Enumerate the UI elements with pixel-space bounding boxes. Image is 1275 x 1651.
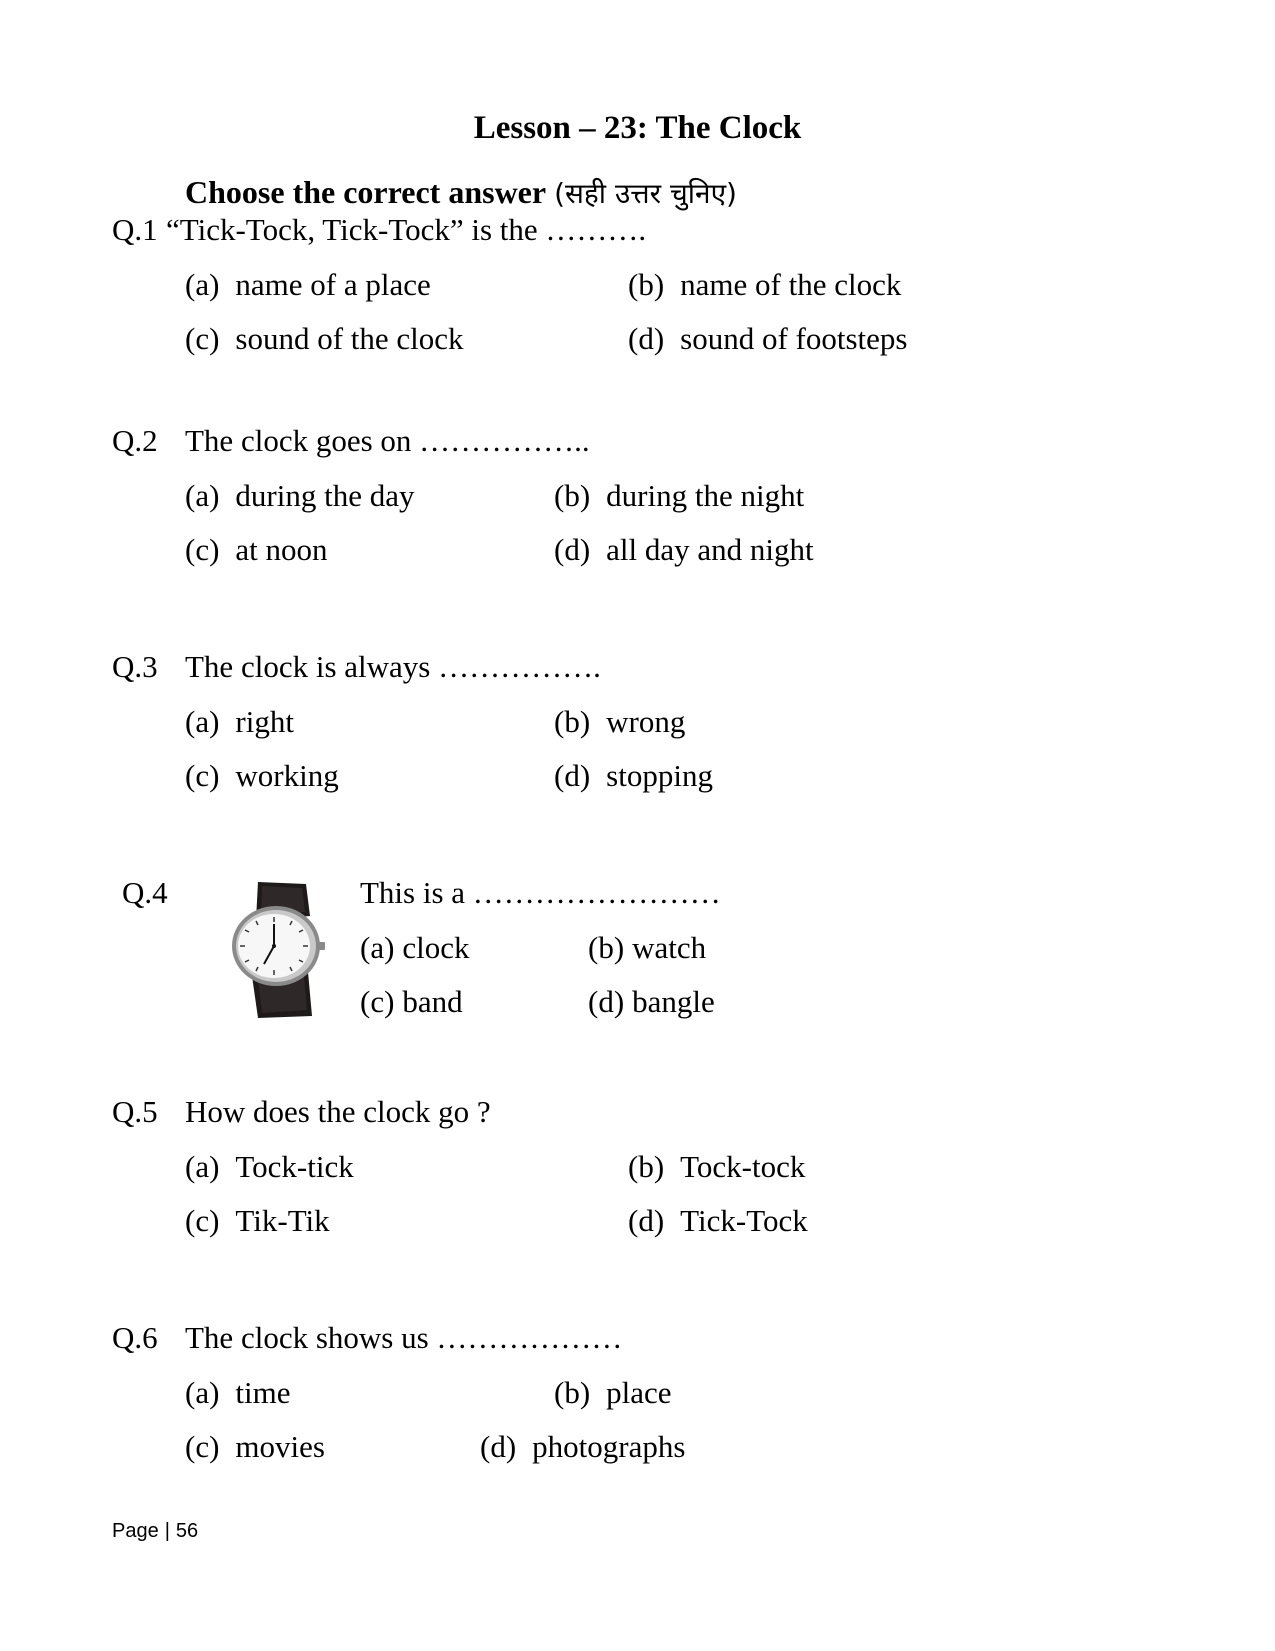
option-label: (d) (588, 984, 625, 1019)
option-text: during the night (606, 478, 805, 513)
question-number: Q.3 (112, 649, 158, 684)
option-label: (b) (554, 1375, 591, 1410)
question-number: Q.2 (112, 423, 158, 458)
option-label: (c) (185, 532, 220, 567)
option-label: (d) (480, 1429, 517, 1464)
option-d (628, 1202, 808, 1240)
option-text: Tock-tick (235, 1149, 354, 1184)
option-text: stopping (606, 758, 713, 793)
option-a (185, 1148, 354, 1186)
option-label: (c) (185, 1203, 220, 1238)
option-text: photographs (532, 1429, 686, 1464)
option-text: Tik-Tik (235, 1203, 330, 1238)
option-label: (d) (554, 758, 591, 793)
option-c (185, 531, 328, 569)
question-number: Q.5 (112, 1094, 158, 1129)
option-label: (a) (185, 267, 220, 302)
page-label: Page (112, 1520, 159, 1542)
option-label: (a) (185, 704, 220, 739)
option-label: (d) (628, 321, 665, 356)
option-label: (d) (554, 532, 591, 567)
option-b (588, 929, 706, 967)
question-number: Q.1 (112, 212, 158, 247)
option-text: all day and night (606, 532, 814, 567)
option-label: (b) (554, 704, 591, 739)
option-text: working (235, 758, 339, 793)
option-d (628, 320, 907, 358)
option-text: sound of footsteps (680, 321, 908, 356)
question-text: How does the clock go ? (185, 1094, 491, 1129)
page-number: 56 (175, 1520, 199, 1542)
question-text: This is a …………………… (360, 875, 721, 910)
instruction-text: Choose the correct answer (185, 174, 547, 210)
option-text: Tick-Tock (680, 1203, 808, 1238)
option-label: (a) (360, 930, 395, 965)
option-b (554, 477, 804, 515)
option-d (554, 757, 713, 795)
question-text: The clock shows us ……………… (185, 1320, 623, 1355)
option-label: (b) (628, 1149, 665, 1184)
option-label: (c) (360, 984, 395, 1019)
option-label: (d) (628, 1203, 665, 1238)
option-text: right (235, 704, 294, 739)
option-text: name of a place (235, 267, 431, 302)
option-a (185, 477, 414, 515)
option-text: wrong (606, 704, 686, 739)
option-b (554, 1374, 672, 1412)
option-a (185, 266, 431, 304)
option-c (185, 757, 339, 795)
page-footer (112, 1518, 198, 1544)
option-label: (a) (185, 1375, 220, 1410)
option-label: (a) (185, 478, 220, 513)
option-c (360, 983, 463, 1021)
instruction-line (185, 172, 737, 214)
option-text: bangle (632, 984, 715, 1019)
option-b (554, 703, 685, 741)
option-c (185, 320, 464, 358)
option-c (185, 1202, 330, 1240)
question-text: The clock is always ……………. (185, 649, 601, 684)
page-separator: | (164, 1520, 170, 1542)
option-text: Tock-tock (680, 1149, 806, 1184)
question-number: Q.4 (122, 875, 168, 910)
wristwatch-image (228, 880, 328, 1020)
option-label: (a) (185, 1149, 220, 1184)
option-text: sound of the clock (235, 321, 464, 356)
option-text: watch (632, 930, 707, 965)
option-a (185, 703, 294, 741)
option-text: at noon (235, 532, 328, 567)
option-a (360, 929, 470, 967)
option-b (628, 266, 901, 304)
option-text: during the day (235, 478, 415, 513)
question-number: Q.6 (112, 1320, 158, 1355)
option-text: clock (402, 930, 470, 965)
option-d (480, 1428, 685, 1466)
option-text: movies (235, 1429, 325, 1464)
option-d (588, 983, 715, 1021)
option-label: (b) (588, 930, 625, 965)
lesson-title: Lesson – 23: The Clock (473, 110, 802, 146)
option-label: (c) (185, 1429, 220, 1464)
option-label: (b) (554, 478, 591, 513)
option-label: (b) (628, 267, 665, 302)
instruction-hindi: (सही उत्तर चुनिए) (554, 177, 737, 210)
question-text: The clock goes on …………….. (185, 423, 590, 458)
option-label: (c) (185, 321, 220, 356)
option-text: time (235, 1375, 291, 1410)
option-text: band (402, 984, 463, 1019)
option-c (185, 1428, 325, 1466)
option-b (628, 1148, 805, 1186)
option-text: name of the clock (680, 267, 902, 302)
option-d (554, 531, 814, 569)
option-label: (c) (185, 758, 220, 793)
question-text: “Tick-Tock, Tick-Tock” is the ………. (166, 212, 647, 247)
option-text: place (606, 1375, 672, 1410)
option-a (185, 1374, 291, 1412)
